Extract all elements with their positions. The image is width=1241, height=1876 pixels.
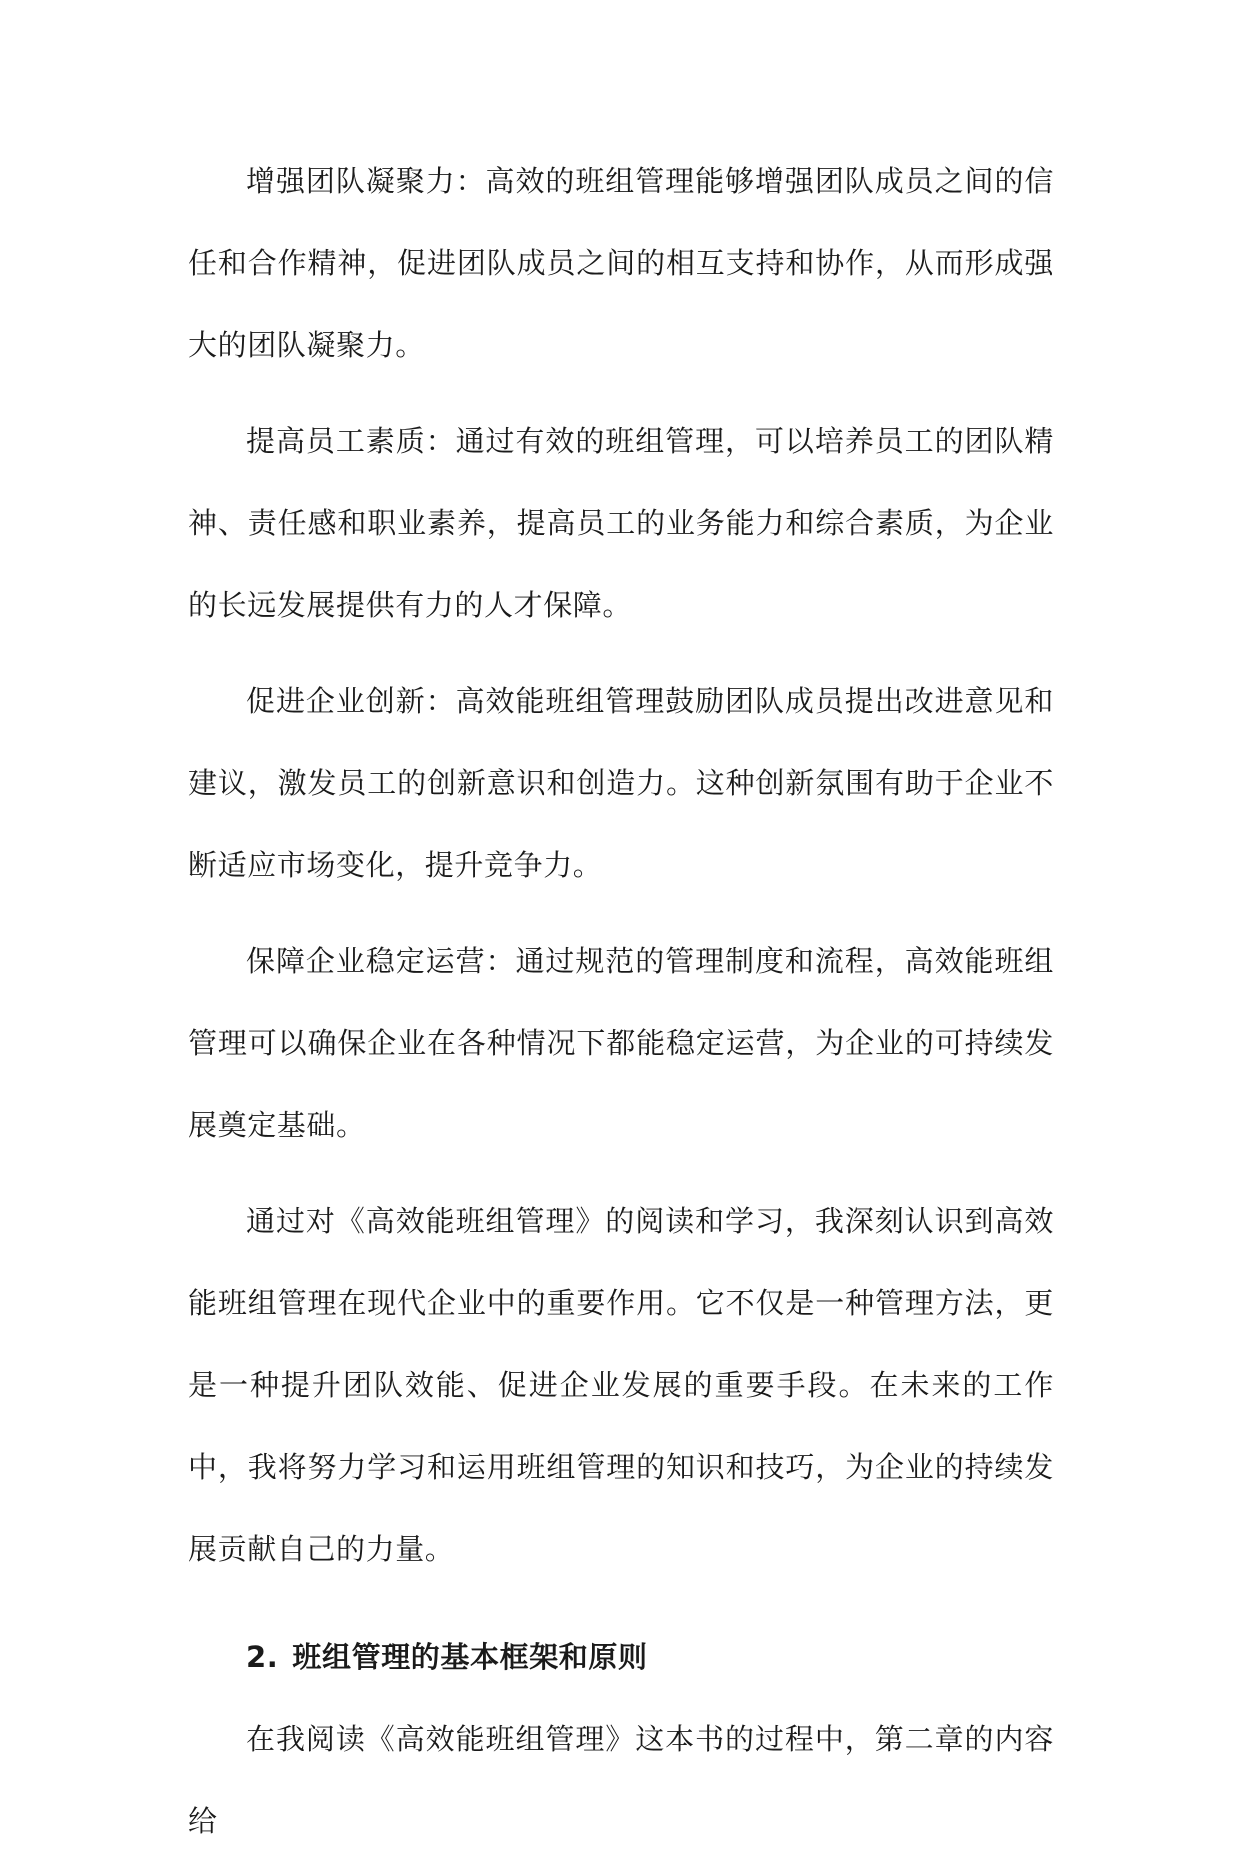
- section-number: 2.: [246, 1640, 279, 1674]
- paragraph-stable-operation: 保障企业稳定运营：通过规范的管理制度和流程，高效能班组管理可以确保企业在各种情况下都能稳定运营，为企业的可持续发展奠定基础。: [188, 944, 1054, 1142]
- document-body: [188, 140, 1054, 1876]
- paragraph-team-cohesion: 增强团队凝聚力：高效的班组管理能够增强团队成员之间的信任和合作精神，促进团队成员之间的相互支持和协作，从而形成强大的团队凝聚力。: [188, 164, 1054, 362]
- section-title: 班组管理的基本框架和原则: [292, 1640, 648, 1674]
- paragraph-conclusion: 通过对《高效能班组管理》的阅读和学习，我深刻认识到高效能班组管理在现代企业中的重要作用。它不仅是一种管理方法，更是一种提升团队效能、促进企业发展的重要手段。在未来的工作中，我将努力学习和运用班组管理的知识和技巧，为企业的持续发展贡献自己的力量。: [188, 1204, 1054, 1566]
- paragraph-employee-quality: 提高员工素质：通过有效的班组管理，可以培养员工的团队精神、责任感和职业素养，提高员工的业务能力和综合素质，为企业的长远发展提供有力的人才保障。: [188, 424, 1054, 622]
- section-heading: [188, 1616, 1054, 1698]
- paragraph-innovation: 促进企业创新：高效能班组管理鼓励团队成员提出改进意见和建议，激发员工的创新意识和创造力。这种创新氛围有助于企业不断适应市场变化，提升竞争力。: [188, 684, 1054, 882]
- paragraph-chapter-two-intro: 在我阅读《高效能班组管理》这本书的过程中，第二章的内容给: [188, 1722, 1054, 1838]
